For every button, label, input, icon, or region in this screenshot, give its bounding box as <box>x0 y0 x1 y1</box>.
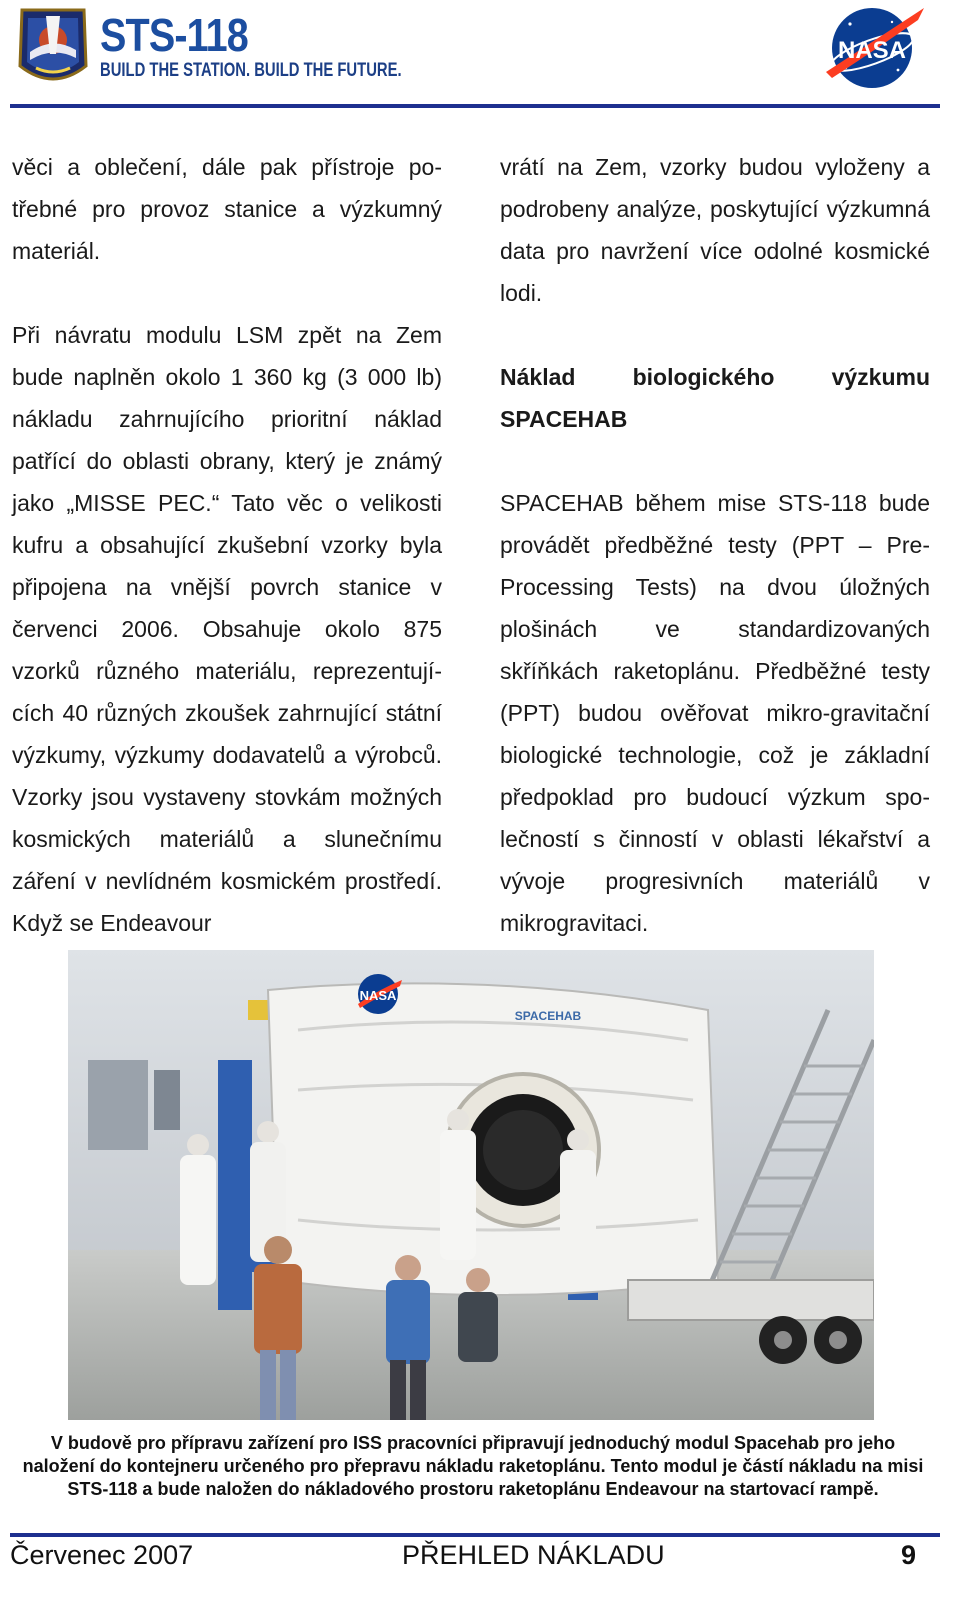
spacehab-module-photo <box>68 950 874 1420</box>
module-nasa-label: NASA <box>359 988 397 1003</box>
footer-title: PŘEHLED NÁKLADU <box>402 1540 665 1570</box>
section-heading <box>500 356 930 440</box>
left-paragraph-1: věci a oblečení, dále pak přístroje potřebné pro provoz stanice a výzkumný materiál. <box>12 154 442 264</box>
module-spacehab-label: SPACEHAB <box>514 1009 582 1023</box>
brand-tagline: BUILD THE STATION. BUILD THE FUTURE. <box>100 60 402 81</box>
brand-block <box>100 9 487 82</box>
section-heading-line-2: SPACEHAB <box>500 406 628 432</box>
sts-118-mission-patch-icon <box>16 6 90 90</box>
page-header <box>0 0 960 112</box>
nasa-logo-icon <box>822 2 928 92</box>
footer-rule <box>10 1533 940 1537</box>
left-column <box>12 146 442 986</box>
page-number: 9 <box>900 1540 916 1570</box>
photo-caption: V budově pro přípravu zařízení pro ISS pracovníci připravují jednoduchý modul Spacehab pro jeho naložení do kontejneru určeného pro přepravu nákladu raketoplánu. Tento modul je částí nákladu na misi STS-118 a bude naložen do nákladového prostoru raketoplánu Endeavour na startovací rampě. <box>22 1433 924 1499</box>
nasa-logo-text: NASA <box>837 37 907 64</box>
footer-date: Červenec 2007 <box>10 1540 194 1570</box>
page-footer <box>10 1538 940 1578</box>
header-rule <box>10 104 940 108</box>
right-paragraph-1: vrátí na Zem, vzorky budou vyloženy a podrobeny analýze, poskytující výzkumná data pro navržení více odolné kosmické lodi. <box>500 154 930 306</box>
right-column <box>500 146 930 986</box>
brand-title: STS-118 <box>100 9 248 61</box>
right-paragraph-2: SPACEHAB během mise STS-118 bude provádět předběžné testy (PPT – Pre-Processing Tests) na dvou úložných plošinách ve standardizovaných skříňkách raketoplánu. Předběžné testy (PPT) budou ověřovat mikro-gravitační biologické technologie, což je základní předpoklad pro budoucí výzkum společností s činností v oblasti lékařství a vývoje progresivních materiálů v mikrogravitaci. <box>500 490 930 936</box>
section-heading-line-1: Náklad biologického výzkumu <box>500 364 930 390</box>
left-paragraph-2: Při návratu modulu LSM zpět na Zem bude naplněn okolo 1 360 kg (3 000 lb) nákladu zahrnujícího prioritní náklad patřící do oblasti obrany, který je známý jako „MISSE PEC.“ Tato věc o velikosti kufru a obsahující zkušební vzorky byla připojena na vnější povrch stanice v červenci 2006. Obsahuje okolo 875 vzorků různého materiálu, reprezentujících 40 různých zkoušek zahrnující státní výzkumy, výzkumy dodavatelů a výrobců. Vzorky jsou vystaveny stovkám možných kosmických materiálů a slunečnímu záření v nevlídném kosmickém prostředí. Když se Endeavour <box>12 322 442 936</box>
